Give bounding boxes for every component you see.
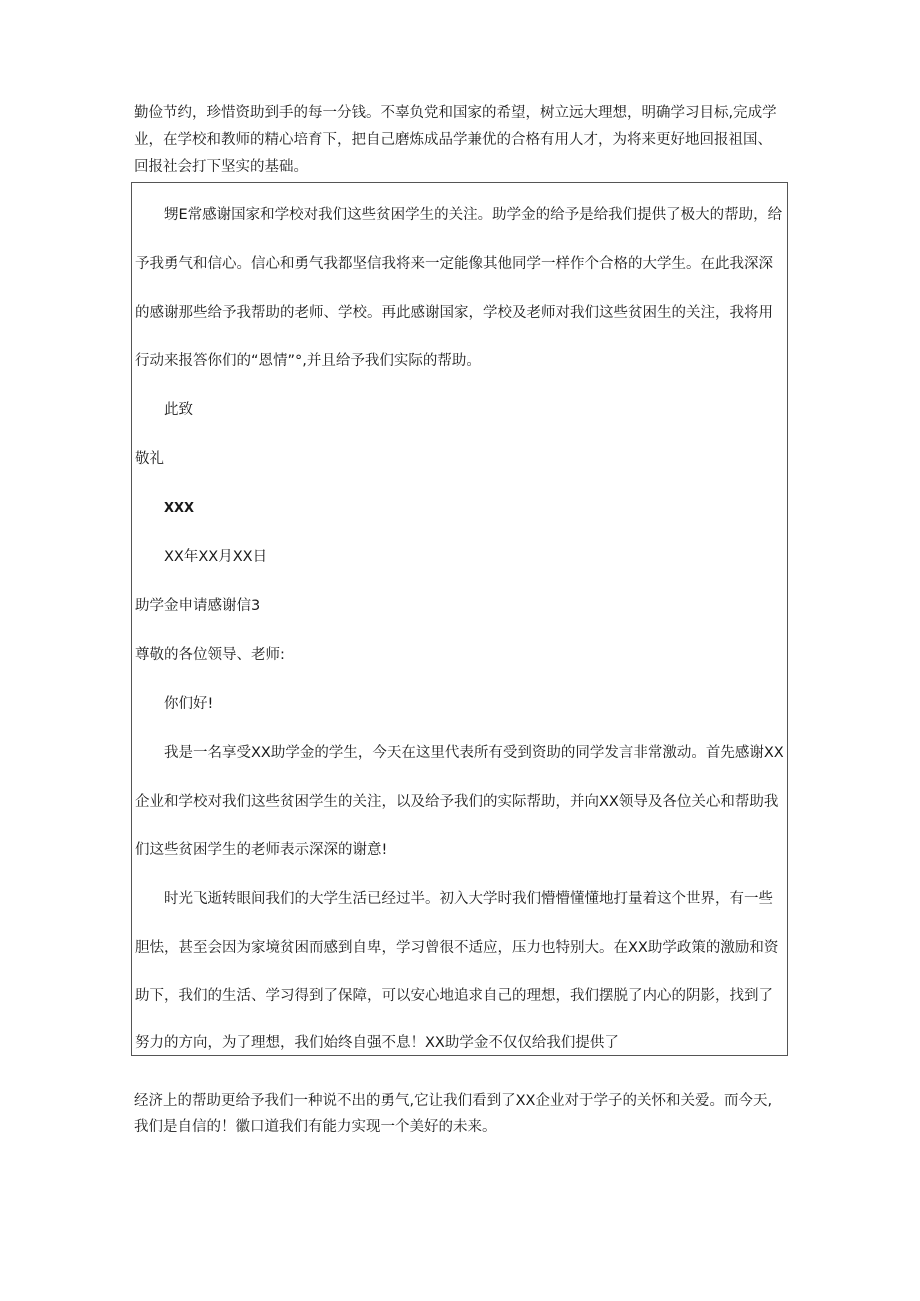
- paragraph3-line: 努力的方向，为了理想，我们始终自强不息！XX助学金不仅仅给我们提供了: [135, 1035, 619, 1051]
- intro-paragraph: [134, 100, 789, 181]
- hello-text: 你们好!: [164, 696, 214, 712]
- closing-text: 此致: [164, 402, 193, 418]
- greeting: 尊敬的各位领导、老师:: [135, 647, 285, 663]
- paragraph1-line: 的感谢那些给予我帮助的老师、学校。再此感谢国家，学校及老师对我们这些贫困生的关注，我将用: [135, 305, 773, 321]
- section-title: 助学金申请感谢信3: [135, 598, 261, 614]
- paragraph2-line: 我是一名享受XX助学金的学生，今天在这里代表所有受到资助的同学发言非常激动。首先感谢XX: [164, 745, 784, 761]
- paragraph2-line: 们这些贫困学生的老师表示深深的谢意!: [135, 842, 388, 858]
- outro-line: 经济上的帮助更给予我们一种说不出的勇气,它让我们看到了XX企业对于学子的关怀和关爱。而今天,: [134, 1093, 773, 1109]
- salute-text: 敬礼: [135, 451, 164, 467]
- date-text: XX年XX月XX日: [164, 549, 268, 565]
- paragraph1-line: 行动来报答你们的“恩情”°,并且给予我们实际的帮助。: [135, 353, 481, 369]
- paragraph3-line: 胆怯，甚至会因为家境贫困而感到自卑，学习曾很不适应，压力也特别大。在XX助学政策的激励和资: [135, 940, 779, 956]
- signature: XXX: [164, 501, 195, 516]
- intro-line: 业，在学校和教师的精心培育下，把自己磨炼成品学兼优的合格有用人才，为将来更好地回报祖国、: [134, 132, 772, 148]
- intro-line: 勤俭节约，珍惜资助到手的每一分钱。不辜负党和国家的希望，树立远大理想，明确学习目标,完成学: [134, 105, 777, 121]
- paragraph3-line: 助下，我们的生活、学习得到了保障，可以安心地追求自己的理想，我们摆脱了内心的阴影，找到了: [135, 988, 773, 1004]
- outro-line: 我们是自信的！徽口道我们有能力实现一个美好的未来。: [134, 1119, 497, 1135]
- paragraph1-line: 甥E常感谢国家和学校对我们这些贫困学生的关注。助学金的给予是给我们提供了极大的帮助，给: [164, 207, 783, 223]
- paragraph2-line: 企业和学校对我们这些贫困学生的关注，以及给予我们的实际帮助，并向XX领导及各位关心和帮助我: [135, 794, 779, 810]
- intro-line: 回报社会打下坚实的基础。: [134, 159, 308, 175]
- letter-frame: [131, 182, 788, 1056]
- paragraph3-line: 时光飞逝转眼间我们的大学生活已经过半。初入大学时我们懵懵懂懂地打量着这个世界，有一些: [164, 891, 773, 907]
- paragraph1-line: 予我勇气和信心。信心和勇气我都坚信我将来一定能像其他同学一样作个合格的大学生。在此我深深: [135, 256, 773, 272]
- outro-paragraph: [134, 1088, 789, 1140]
